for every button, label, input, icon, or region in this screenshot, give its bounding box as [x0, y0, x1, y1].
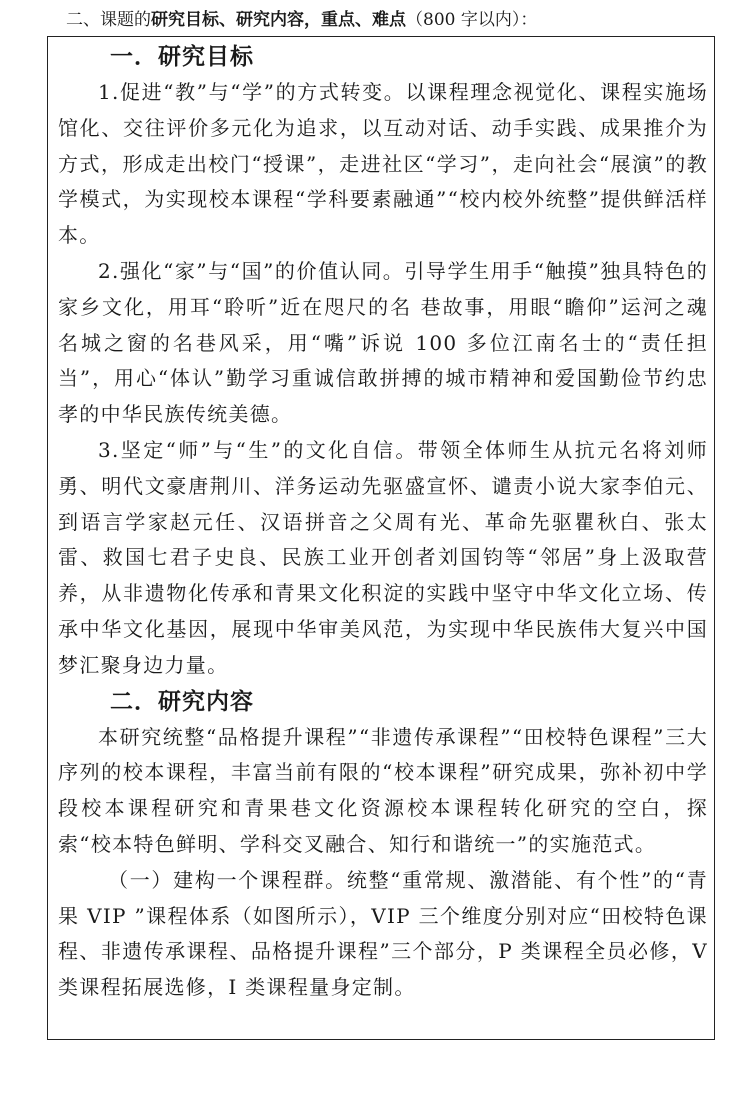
form-section-heading — [66, 8, 537, 32]
content-paragraph-1: 本研究统整“品格提升课程”“非遗传承课程”“田校特色课程”三大序列的校本课程，丰富当前有限的“校本课程”研究成果，弥补初中学段校本课程研究和青果巷文化资源校本课程转化研究的空白，探索“校本特色鲜明、学科交叉融合、知行和谐统一”的实施范式。 — [58, 724, 708, 856]
content-body — [58, 39, 708, 1006]
content-box — [47, 36, 715, 1040]
heading-prefix: 二、课题的 — [66, 10, 151, 30]
content-paragraph-2: （一）建构一个课程群。统整“重常规、激潜能、有个性”的“青果 VIP ”课程体系（如图所示），VIP 三个维度分别对应“田校特色课程、非遗传承课程、品格提升课程”三个部分，P 类课程全员必修，V 类课程拓展选修，I 类课程量身定制。 — [58, 867, 708, 1000]
heading-suffix: （800 字以内）： — [406, 10, 538, 30]
heading-bold-part: 研究目标、研究内容，重点、难点 — [151, 10, 406, 30]
section-title-research-goals: 一．研究目标 — [110, 43, 254, 70]
section-title-research-content: 二．研究内容 — [110, 687, 254, 715]
goal-paragraph-3: 3.坚定“师”与“生”的文化自信。带领全体师生从抗元名将刘师勇、明代文豪唐荆川、洋务运动先驱盛宣怀、谴责小说大家李伯元、到语言学家赵元任、汉语拼音之父周有光、革命先驱瞿秋白、张太雷、救国七君子史良、民族工业开创者刘国钧等“邻居”身上汲取营养，从非遗物化传承和青果文化积淀的实践中坚守中华文化立场、传承中华文化基因，展现中华审美风范，为实现中华民族伟大复兴中国梦汇聚身边力量。 — [58, 437, 708, 677]
goal-paragraph-1: 1.促进“教”与“学”的方式转变。以课程理念视觉化、课程实施场馆化、交往评价多元化为追求，以互动对话、动手实践、成果推介为方式，形成走出校门“授课”，走进社区“学习”，走向社会“展演”的教学模式，为实现校本课程“学科要素融通”“校内校外统整”提供鲜活样本。 — [58, 80, 708, 248]
goal-paragraph-2: 2.强化“家”与“国”的价值认同。引导学生用手“触摸”独具特色的家乡文化，用耳“聆听”近在咫尺的名 巷故事，用眼“瞻仰”运河之魂名城之窗的名巷风采，用“嘴”诉说 100 多位江南名士的“责任担当”，用心“体认”勤学习重诚信敢拼搏的城市精神和爱国勤俭节约忠孝的中华民族传统美德。 — [58, 258, 708, 427]
